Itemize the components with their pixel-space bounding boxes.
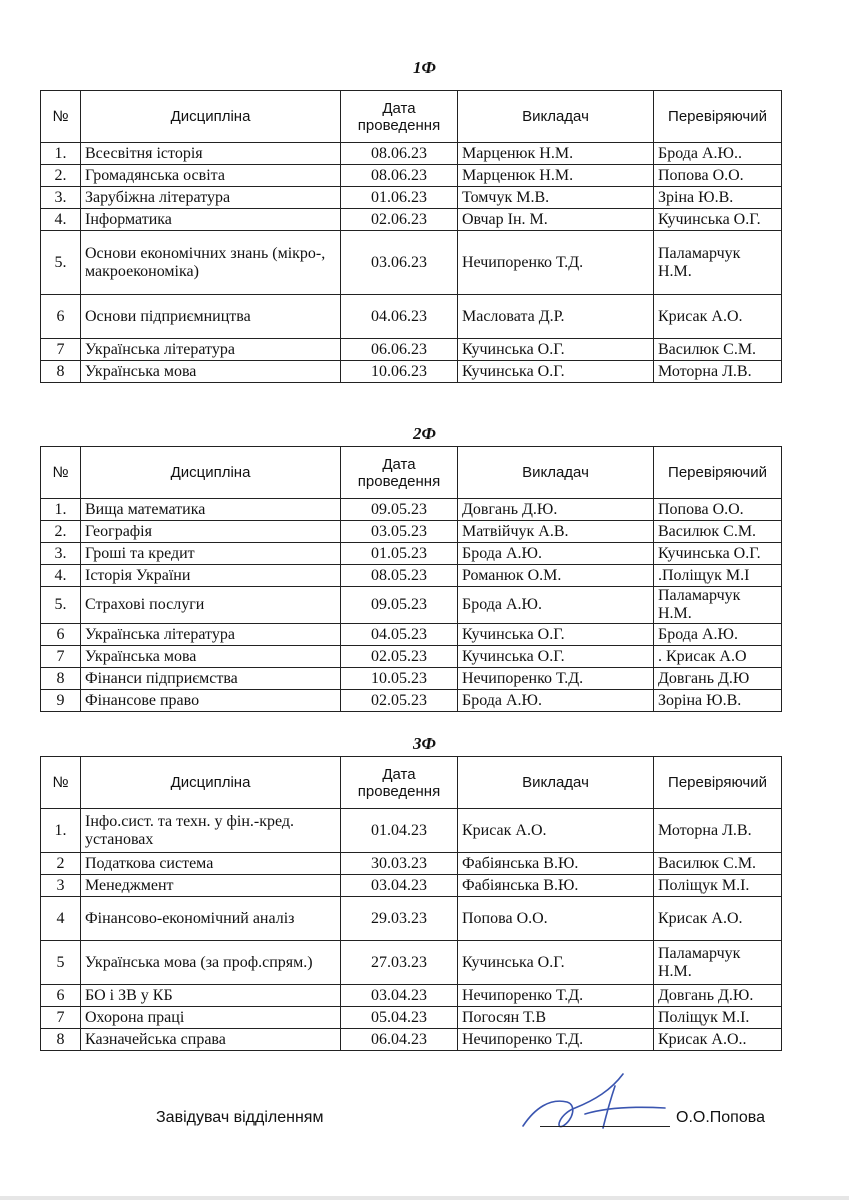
row-checker: . Крисак А.О (654, 646, 782, 668)
row-checker: Довгань Д.Ю. (654, 985, 782, 1007)
header-checker: Перевіряючий (654, 447, 782, 499)
row-discipline: Українська мова (81, 361, 341, 383)
row-teacher: Кучинська О.Г. (458, 941, 654, 985)
table-row (41, 295, 782, 339)
row-num: 1. (41, 143, 81, 165)
row-date: 08.05.23 (341, 565, 458, 587)
group-title-3f: 3Ф (413, 734, 436, 753)
row-discipline: Фінансове право (81, 690, 341, 712)
header-discipline: Дисципліна (81, 447, 341, 499)
row-checker: Поліщук М.І. (654, 1007, 782, 1029)
row-checker: Брода А.Ю. (654, 624, 782, 646)
row-date: 30.03.23 (341, 853, 458, 875)
row-checker: Попова О.О. (654, 165, 782, 187)
signature-mark (515, 1068, 670, 1138)
row-teacher: Фабіянська В.Ю. (458, 853, 654, 875)
row-teacher: Кучинська О.Г. (458, 339, 654, 361)
row-discipline: Фінансово-економічний аналіз (81, 897, 341, 941)
table-header-row (41, 91, 782, 143)
row-teacher: Романюк О.М. (458, 565, 654, 587)
row-checker: Кучинська О.Г. (654, 209, 782, 231)
row-date: 10.05.23 (341, 668, 458, 690)
group-title-2f: 2Ф (413, 424, 436, 443)
header-date: Дата проведення (341, 757, 458, 809)
row-discipline: Вища математика (81, 499, 341, 521)
row-checker: Моторна Л.В. (654, 809, 782, 853)
row-teacher: Довгань Д.Ю. (458, 499, 654, 521)
schedule-table-2f (40, 446, 782, 712)
table-header-row (41, 757, 782, 809)
table-row (41, 231, 782, 295)
row-teacher: Кучинська О.Г. (458, 646, 654, 668)
row-discipline: Українська література (81, 339, 341, 361)
table-row (41, 853, 782, 875)
row-discipline: БО і ЗВ у КБ (81, 985, 341, 1007)
table-row (41, 668, 782, 690)
row-date: 02.06.23 (341, 209, 458, 231)
row-date: 10.06.23 (341, 361, 458, 383)
row-discipline: Географія (81, 521, 341, 543)
row-num: 3 (41, 875, 81, 897)
row-checker: Василюк С.М. (654, 521, 782, 543)
row-date: 02.05.23 (341, 646, 458, 668)
row-num: 2 (41, 853, 81, 875)
schedule-table-3f (40, 756, 782, 1051)
row-date: 03.04.23 (341, 985, 458, 1007)
row-date: 01.06.23 (341, 187, 458, 209)
row-discipline: Українська література (81, 624, 341, 646)
row-teacher: Нечипоренко Т.Д. (458, 1029, 654, 1051)
row-checker: Зріна Ю.В. (654, 187, 782, 209)
row-num: 5 (41, 941, 81, 985)
row-num: 3. (41, 543, 81, 565)
table-row (41, 361, 782, 383)
group-title-1f: 1Ф (413, 58, 436, 77)
signature-line (540, 1126, 670, 1127)
row-teacher: Кучинська О.Г. (458, 361, 654, 383)
row-num: 7 (41, 646, 81, 668)
header-checker: Перевіряючий (654, 757, 782, 809)
row-date: 01.05.23 (341, 543, 458, 565)
table-row (41, 521, 782, 543)
header-teacher: Викладач (458, 447, 654, 499)
row-num: 6 (41, 624, 81, 646)
row-teacher: Матвійчук А.В. (458, 521, 654, 543)
table-row (41, 587, 782, 624)
row-discipline: Страхові послуги (81, 587, 341, 624)
row-checker: Довгань Д.Ю (654, 668, 782, 690)
table-row (41, 985, 782, 1007)
row-teacher: Попова О.О. (458, 897, 654, 941)
row-discipline: Основи економічних знань (мікро-, макроекономіка) (81, 231, 341, 295)
footer-position: Завідувач відділенням (156, 1109, 324, 1126)
schedule-table-1f (40, 90, 782, 383)
row-num: 4. (41, 209, 81, 231)
row-date: 09.05.23 (341, 499, 458, 521)
table-row (41, 941, 782, 985)
row-discipline: Основи підприємництва (81, 295, 341, 339)
row-num: 8 (41, 1029, 81, 1051)
row-discipline: Гроші та кредит (81, 543, 341, 565)
row-discipline: Фінанси підприємства (81, 668, 341, 690)
table-row (41, 897, 782, 941)
table-header-row (41, 447, 782, 499)
row-checker: .Поліщук М.І (654, 565, 782, 587)
table-row (41, 624, 782, 646)
header-num: № (41, 91, 81, 143)
row-teacher: Фабіянська В.Ю. (458, 875, 654, 897)
row-discipline: Історія України (81, 565, 341, 587)
scan-edge (0, 1196, 849, 1200)
row-date: 03.04.23 (341, 875, 458, 897)
row-num: 1. (41, 809, 81, 853)
row-discipline: Громадянська освіта (81, 165, 341, 187)
table-row (41, 339, 782, 361)
row-discipline: Українська мова (81, 646, 341, 668)
row-teacher: Овчар Ін. М. (458, 209, 654, 231)
row-teacher: Нечипоренко Т.Д. (458, 985, 654, 1007)
table-row (41, 165, 782, 187)
row-num: 2. (41, 165, 81, 187)
row-checker: Паламарчук Н.М. (654, 587, 782, 624)
row-checker: Крисак А.О.. (654, 1029, 782, 1051)
row-teacher: Масловата Д.Р. (458, 295, 654, 339)
row-checker: Василюк С.М. (654, 339, 782, 361)
row-date: 01.04.23 (341, 809, 458, 853)
table-row (41, 209, 782, 231)
row-date: 04.05.23 (341, 624, 458, 646)
row-checker: Крисак А.О. (654, 295, 782, 339)
row-discipline: Всесвітня історія (81, 143, 341, 165)
header-teacher: Викладач (458, 757, 654, 809)
row-checker: Моторна Л.В. (654, 361, 782, 383)
row-discipline: Охорона праці (81, 1007, 341, 1029)
row-num: 7 (41, 339, 81, 361)
row-checker: Паламарчук Н.М. (654, 231, 782, 295)
table-row (41, 1029, 782, 1051)
header-date: Дата проведення (341, 447, 458, 499)
row-num: 2. (41, 521, 81, 543)
row-num: 9 (41, 690, 81, 712)
row-date: 03.06.23 (341, 231, 458, 295)
row-num: 3. (41, 187, 81, 209)
row-discipline: Казначейська справа (81, 1029, 341, 1051)
row-teacher: Томчук М.В. (458, 187, 654, 209)
table-row (41, 646, 782, 668)
header-discipline: Дисципліна (81, 757, 341, 809)
row-date: 06.04.23 (341, 1029, 458, 1051)
row-teacher: Брода А.Ю. (458, 690, 654, 712)
table-row (41, 1007, 782, 1029)
row-num: 5. (41, 231, 81, 295)
row-num: 1. (41, 499, 81, 521)
row-num: 4. (41, 565, 81, 587)
header-checker: Перевіряючий (654, 91, 782, 143)
row-teacher: Кучинська О.Г. (458, 624, 654, 646)
row-checker: Зоріна Ю.В. (654, 690, 782, 712)
row-checker: Поліщук М.І. (654, 875, 782, 897)
row-discipline: Менеджмент (81, 875, 341, 897)
row-num: 5. (41, 587, 81, 624)
row-date: 27.03.23 (341, 941, 458, 985)
table-row (41, 543, 782, 565)
row-teacher: Марценюк Н.М. (458, 143, 654, 165)
row-date: 08.06.23 (341, 143, 458, 165)
row-checker: Крисак А.О. (654, 897, 782, 941)
table-row (41, 565, 782, 587)
table-row (41, 809, 782, 853)
row-date: 06.06.23 (341, 339, 458, 361)
row-checker: Паламарчук Н.М. (654, 941, 782, 985)
table-row (41, 690, 782, 712)
header-discipline: Дисципліна (81, 91, 341, 143)
row-num: 6 (41, 985, 81, 1007)
table-row (41, 875, 782, 897)
row-date: 05.04.23 (341, 1007, 458, 1029)
row-checker: Кучинська О.Г. (654, 543, 782, 565)
table-row (41, 187, 782, 209)
row-discipline: Українська мова (за проф.спрям.) (81, 941, 341, 985)
row-discipline: Інфо.сист. та техн. у фін.-кред. установах (81, 809, 341, 853)
row-num: 8 (41, 668, 81, 690)
header-teacher: Викладач (458, 91, 654, 143)
row-date: 29.03.23 (341, 897, 458, 941)
row-date: 03.05.23 (341, 521, 458, 543)
row-date: 09.05.23 (341, 587, 458, 624)
footer-name: О.О.Попова (676, 1109, 765, 1126)
row-discipline: Зарубіжна література (81, 187, 341, 209)
row-date: 02.05.23 (341, 690, 458, 712)
header-num: № (41, 757, 81, 809)
row-teacher: Крисак А.О. (458, 809, 654, 853)
header-date: Дата проведення (341, 91, 458, 143)
row-teacher: Марценюк Н.М. (458, 165, 654, 187)
row-teacher: Погосян Т.В (458, 1007, 654, 1029)
table-row (41, 143, 782, 165)
row-checker: Василюк С.М. (654, 853, 782, 875)
header-num: № (41, 447, 81, 499)
row-num: 4 (41, 897, 81, 941)
row-date: 04.06.23 (341, 295, 458, 339)
row-discipline: Податкова система (81, 853, 341, 875)
row-num: 8 (41, 361, 81, 383)
row-discipline: Інформатика (81, 209, 341, 231)
row-teacher: Брода А.Ю. (458, 587, 654, 624)
row-date: 08.06.23 (341, 165, 458, 187)
row-num: 6 (41, 295, 81, 339)
row-checker: Брода А.Ю.. (654, 143, 782, 165)
row-teacher: Нечипоренко Т.Д. (458, 231, 654, 295)
row-teacher: Брода А.Ю. (458, 543, 654, 565)
row-checker: Попова О.О. (654, 499, 782, 521)
row-teacher: Нечипоренко Т.Д. (458, 668, 654, 690)
row-num: 7 (41, 1007, 81, 1029)
table-row (41, 499, 782, 521)
